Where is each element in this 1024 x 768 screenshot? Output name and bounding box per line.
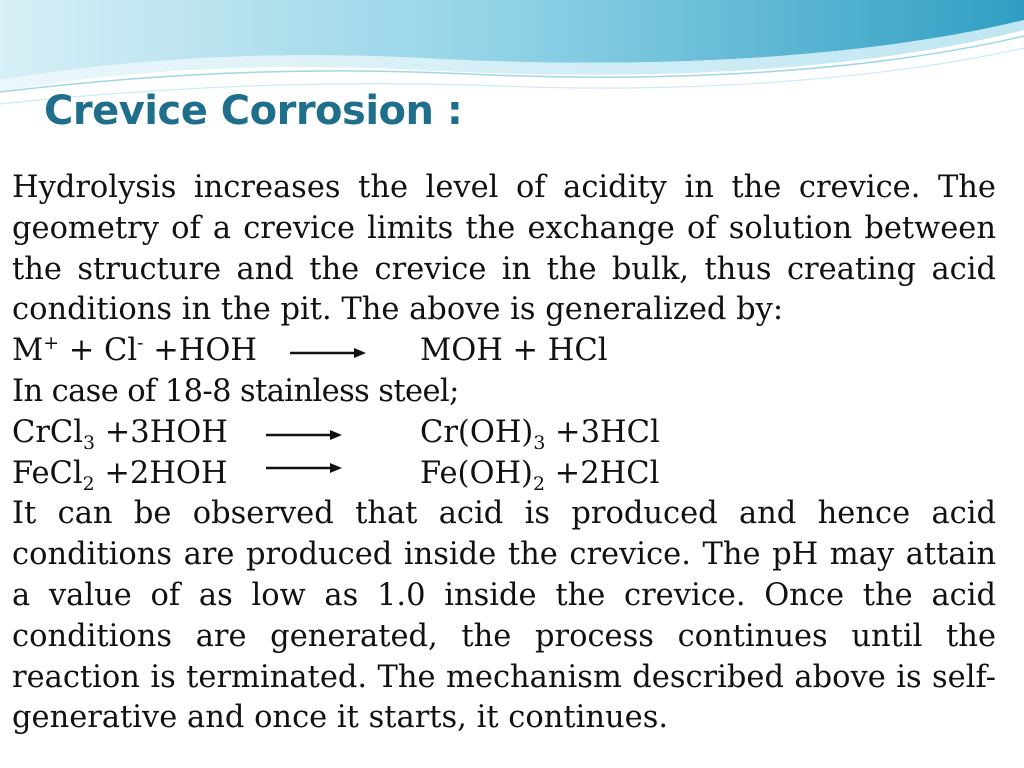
equation-iron-reactants: FeCl$_2$ +2HOH — [12, 455, 228, 495]
reaction-arrow-icon — [264, 413, 344, 454]
equation-chromium-reactants: CrCl$_3$ +3HOH — [12, 414, 228, 454]
equation-iron — [12, 454, 996, 495]
case-line: In case of 18-8 stainless steel; — [12, 373, 459, 409]
equation-iron-products: $Fe(OH)_2 +2HCl$ — [420, 455, 660, 495]
slide-body — [12, 168, 996, 739]
reaction-arrow-icon — [288, 331, 368, 372]
equation-general-products: MOH + HCl — [420, 333, 608, 369]
equation-general — [12, 331, 996, 372]
conclusion-paragraph: It can be observed that acid is produced and hence acid conditions are produced inside the crevice. The pH may attain a value of as low as 1.0 inside the crevice. Once the acid conditions are generated, the process continues until the reaction is terminated. The mechanism described above is self-generative and once it starts, it continues. — [12, 496, 996, 736]
equation-general-reactants: M+ + Cl- +HOH — [12, 332, 257, 369]
equation-chromium-products: $Cr(OH)_3 +3HCl$ — [420, 414, 660, 454]
equation-chromium — [12, 413, 996, 454]
reaction-arrow-icon — [264, 454, 344, 495]
intro-paragraph: Hydrolysis increases the level of acidity in the crevice. The geometry of a crevice limits the exchange of solution between the structure and the crevice in the bulk, thus creating acid conditions in the pit. The above is generalized by: — [12, 170, 996, 328]
slide-title: Crevice Corrosion : — [44, 88, 463, 134]
